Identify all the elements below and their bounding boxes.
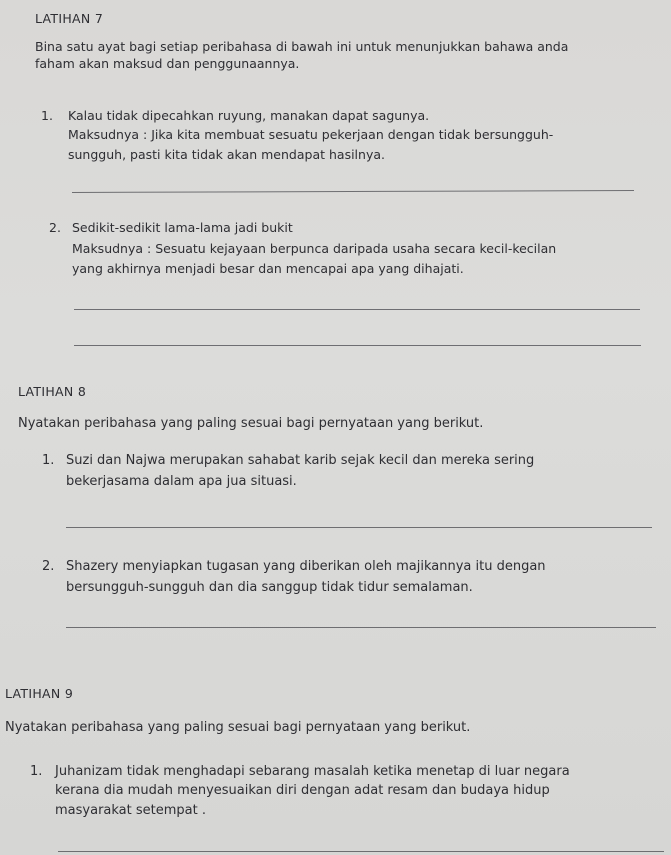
latihan8-instruction: Nyatakan peribahasa yang paling sesuai bagi pernyataan yang berikut. <box>18 416 484 431</box>
answer-line[interactable] <box>72 190 634 193</box>
latihan8-item2-line2: bersungguh-sungguh dan dia sanggup tidak tidur semalaman. <box>66 580 473 595</box>
latihan8-item2-number: 2. <box>42 559 55 574</box>
latihan8-item1-number: 1. <box>42 453 55 468</box>
latihan7-instruction-line1: Bina satu ayat bagi setiap peribahasa di bawah ini untuk menunjukkan bahawa anda <box>35 39 569 54</box>
latihan8-item1-line1: Suzi dan Najwa merupakan sahabat karib sejak kecil dan mereka sering <box>66 453 535 468</box>
latihan7-item1-meaning-line2: sungguh, pasti kita tidak akan mendapat hasilnya. <box>68 147 385 162</box>
latihan9-item1-line3: masyarakat setempat . <box>55 803 206 818</box>
latihan7-item2-meaning-line2: yang akhirnya menjadi besar dan mencapai apa yang dihajati. <box>72 261 464 276</box>
latihan8-item2-line1: Shazery menyiapkan tugasan yang diberikan oleh majikannya itu dengan <box>66 559 546 574</box>
latihan9-item1-line2: kerana dia mudah menyesuaikan diri dengan adat resam dan budaya hidup <box>55 783 550 798</box>
latihan7-item1-meaning-line1: Maksudnya : Jika kita membuat sesuatu pekerjaan dengan tidak bersungguh- <box>68 127 554 142</box>
latihan7-item2-proverb: Sedikit-sedikit lama-lama jadi bukit <box>72 220 293 235</box>
answer-line[interactable] <box>74 309 640 310</box>
latihan7-item2-number: 2. <box>49 220 61 235</box>
answer-line[interactable] <box>66 527 652 528</box>
answer-line[interactable] <box>66 627 656 628</box>
latihan8-heading: LATIHAN 8 <box>18 384 87 399</box>
latihan9-instruction: Nyatakan peribahasa yang paling sesuai bagi pernyataan yang berikut. <box>5 720 471 735</box>
latihan7-item2-meaning-line1: Maksudnya : Sesuatu kejayaan berpunca daripada usaha secara kecil-kecilan <box>72 241 557 256</box>
answer-line[interactable] <box>58 851 664 852</box>
latihan9-heading: LATIHAN 9 <box>5 686 74 701</box>
latihan7-item1-proverb: Kalau tidak dipecahkan ruyung, manakan dapat sagunya. <box>68 108 430 123</box>
latihan9-item1-line1: Juhanizam tidak menghadapi sebarang masalah ketika menetap di luar negara <box>55 764 570 779</box>
latihan7-heading: LATIHAN 7 <box>35 11 104 26</box>
latihan7-item1-number: 1. <box>41 108 53 123</box>
latihan7-instruction-line2: faham akan maksud dan penggunaannya. <box>35 56 300 71</box>
latihan8-item1-line2: bekerjasama dalam apa jua situasi. <box>66 474 297 489</box>
latihan9-item1-number: 1. <box>30 764 43 779</box>
answer-line[interactable] <box>74 345 641 346</box>
